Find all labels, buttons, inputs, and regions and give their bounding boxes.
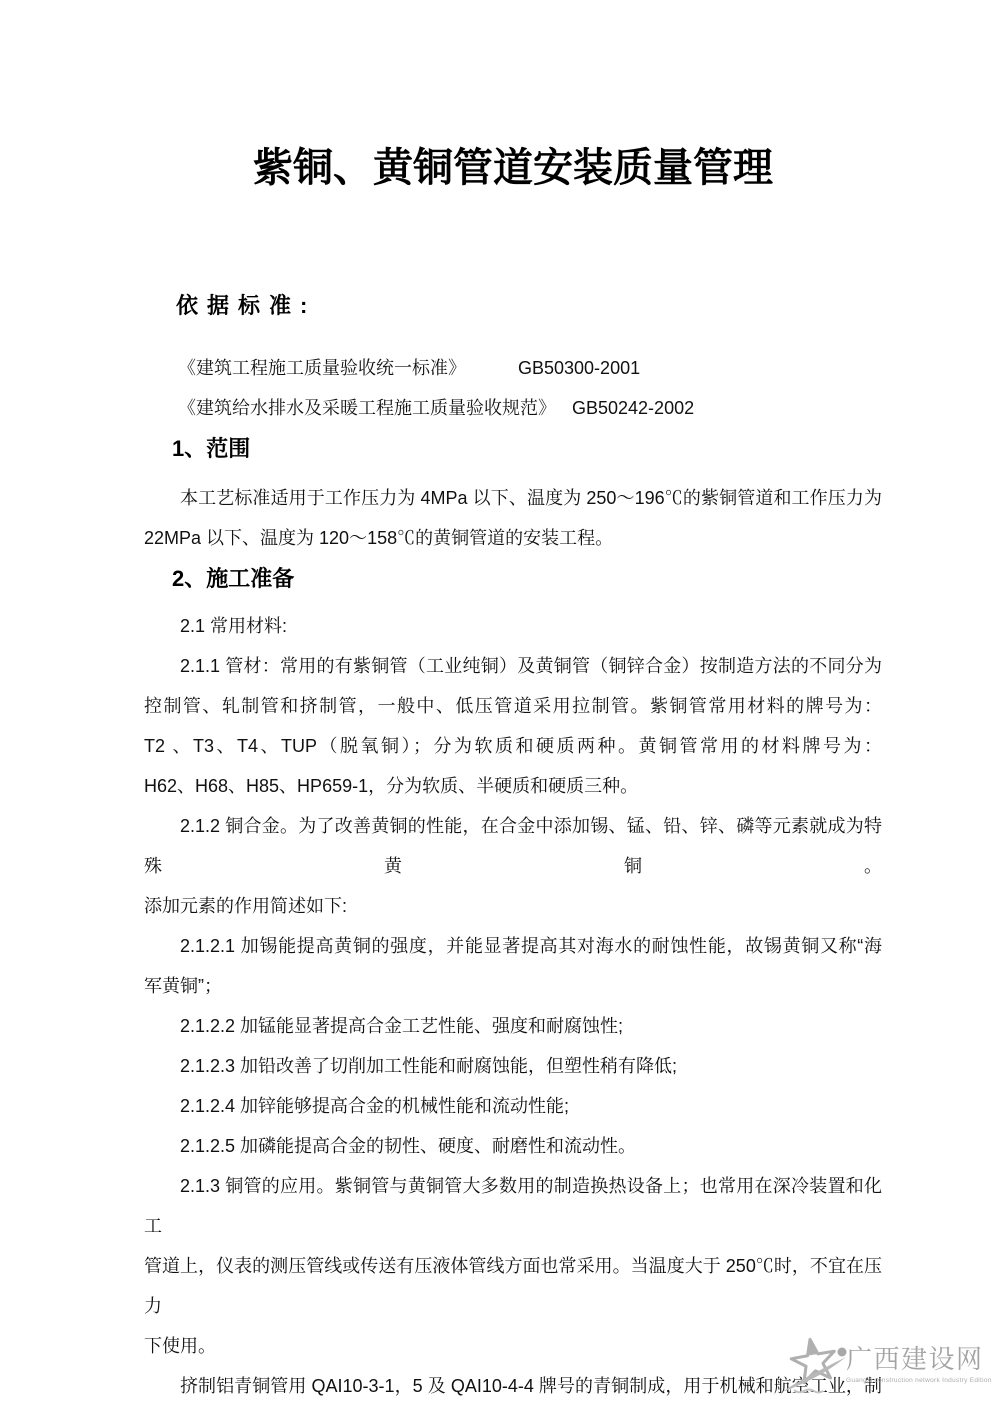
text-line: H62、H68、H85、HP659-1，分为软质、半硬质和硬质三种。 <box>144 776 639 796</box>
text-line: 2.1.2.3 加铅改善了切削加工性能和耐腐蚀能，但塑性稍有降低; <box>180 1056 678 1076</box>
standards-list <box>144 348 882 428</box>
standard-code: GB50300-2001 <box>518 358 641 378</box>
text-line: 2.1.2.5 加磷能提高合金的韧性、硬度、耐磨性和流动性。 <box>180 1136 637 1156</box>
standard-reference <box>144 348 882 388</box>
standard-name: 《建筑给水排水及采暖工程施工质量验收规范》 <box>178 398 556 418</box>
body-paragraphs <box>144 606 882 1403</box>
text-line: 2.1.2.2 加锰能显著提高合金工艺性能、强度和耐腐蚀性; <box>180 1016 624 1036</box>
text-line: 2.1.2 铜合金。为了改善黄铜的性能，在合金中添加锡、锰、铅、锌、磷等元素就成为特殊黄铜。 <box>144 816 882 876</box>
watermark-site-subtitle: Guangxi construction network Industry Edition <box>846 1377 992 1384</box>
page-title: 紫铜、黄铜管道安装质量管理 <box>253 146 773 190</box>
text-line: 添加元素的作用简述如下: <box>144 896 347 916</box>
text-line: 下使用。 <box>144 1336 216 1356</box>
scope-paragraph <box>144 478 882 558</box>
text-line: 军黄铜”； <box>144 976 222 996</box>
watermark-text <box>846 1334 992 1385</box>
watermark-site-name: 广西建设网 <box>846 1345 984 1374</box>
text-line: 22MPa 以下、温度为 120～158℃的黄铜管道的安装工程。 <box>144 528 614 548</box>
text-line: 本工艺标准适用于工作压力为 4MPa 以下、温度为 250～196℃的紫铜管道和工作压力为 <box>180 488 882 508</box>
text-line: 管道上，仪表的测压管线或传送有压液体管线方面也常采用。当温度大于 250℃时，不宜在压力 <box>144 1256 882 1316</box>
watermark-logo <box>780 1334 992 1400</box>
standard-reference <box>144 388 882 428</box>
section-2-heading: 2、施工准备 <box>172 566 295 591</box>
text-line: 2.1 常用材料: <box>180 616 288 636</box>
text-line: 挤制铝青铜管用 QAI10-3-1，5 及 QAI10-4-4 牌号的青铜制成，用于机械和航空工业，制 <box>180 1376 882 1396</box>
text-line: 控制管、轧制管和挤制管，一般中、低压管道采用拉制管。紫铜管常用材料的牌号为： <box>144 696 882 716</box>
text-line: 2.1.2.4 加锌能够提高合金的机械性能和流动性能; <box>180 1096 570 1116</box>
document-body <box>144 0 882 1403</box>
section-1-heading: 1、范围 <box>172 436 251 461</box>
text-line: 2.1.3 铜管的应用。紫铜管与黄铜管大多数用的制造换热设备上；也常用在深冷装置和化工 <box>144 1176 882 1236</box>
text-line: 2.1.1 管材：常用的有紫铜管（工业纯铜）及黄铜管（铜锌合金）按制造方法的不同分为 <box>180 656 882 676</box>
standard-code: GB50242-2002 <box>572 398 695 418</box>
standard-name: 《建筑工程施工质量验收统一标准》 <box>178 358 466 378</box>
text-line: T2 、T3、T4、TUP（脱氧铜）；分为软质和硬质两种。黄铜管常用的材料牌号为： <box>144 736 882 756</box>
text-line: 2.1.2.1 加锡能提高黄铜的强度，并能显著提高其对海水的耐蚀性能，故锡黄铜又称“海 <box>180 936 882 956</box>
basis-heading: 依据标准: <box>176 293 317 318</box>
